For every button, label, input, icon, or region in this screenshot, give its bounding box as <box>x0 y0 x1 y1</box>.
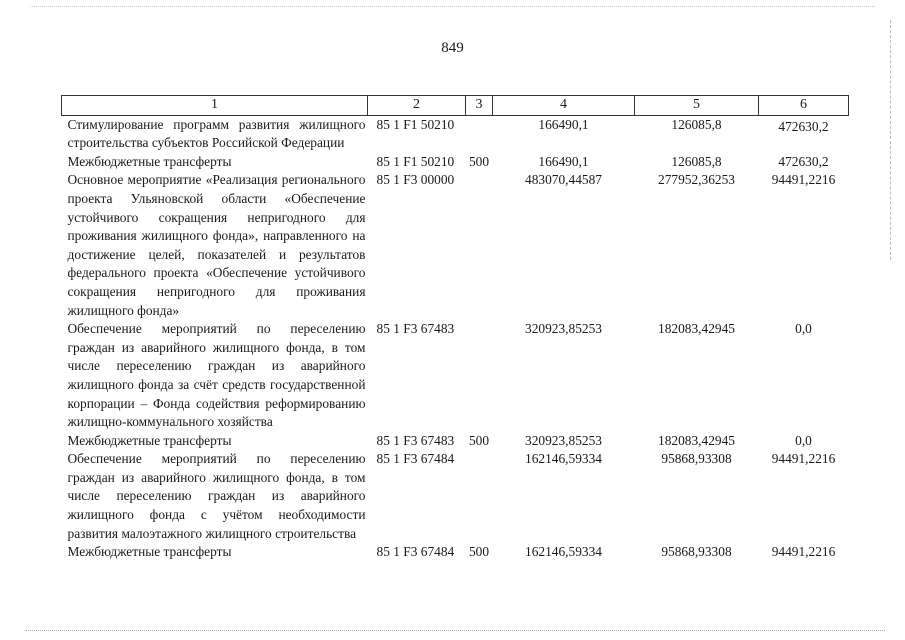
row-code: 85 1 F3 67484 <box>376 544 455 560</box>
row-type <box>466 115 493 153</box>
scan-edge-bottom <box>25 630 885 631</box>
row-type: 500 <box>468 153 490 169</box>
row-code: 85 1 F3 67483 <box>376 432 455 448</box>
row-name: Межбюджетные трансферты <box>67 432 232 448</box>
row-value-1: 162146,59334 <box>525 544 602 560</box>
page-number: 849 <box>441 40 464 56</box>
row-value-2: 182083,42945 <box>658 432 735 448</box>
row-code: 85 1 F3 67484 <box>376 451 455 467</box>
row-value-2: 126085,8 <box>671 116 722 132</box>
table-row <box>62 171 849 320</box>
budget-table <box>61 95 849 562</box>
row-value-3: 472630,2 <box>778 153 829 169</box>
row-type: 500 <box>468 544 490 560</box>
row-value-2: 277952,36253 <box>658 172 735 188</box>
row-value-3: 94491,2216 <box>771 172 836 188</box>
scan-edge-top <box>30 6 875 7</box>
table-row <box>62 543 849 562</box>
row-code: 85 1 F1 50210 <box>376 153 455 169</box>
row-type <box>466 320 493 432</box>
header-col-2: 2 <box>368 96 466 116</box>
row-value-1: 166490,1 <box>538 116 589 132</box>
row-type <box>466 450 493 543</box>
row-value-3: 0,0 <box>795 321 812 337</box>
row-value-3: 0,0 <box>795 432 812 448</box>
row-name: Обеспечение мероприятий по переселению граждан из аварийного жилищного фонда, в том числе переселению граждан из аварийного жилищного фонда за счёт средств государственной корпорации – Фонда содействия реформированию жилищно-коммунального хозяйства <box>67 321 366 430</box>
row-name: Межбюджетные трансферты <box>67 153 232 169</box>
row-value-3: 472630,2 <box>778 118 829 134</box>
row-value-2: 95868,93308 <box>661 451 732 467</box>
table-row <box>62 432 849 451</box>
row-value-3: 94491,2216 <box>771 451 836 467</box>
row-name: Межбюджетные трансферты <box>67 544 232 560</box>
row-code: 85 1 F3 00000 <box>376 172 455 188</box>
header-col-3: 3 <box>466 96 493 116</box>
header-col-5: 5 <box>635 96 759 116</box>
row-name: Стимулирование программ развития жилищного строительства субъектов Российской Федерации <box>67 116 366 151</box>
row-value-1: 162146,59334 <box>525 451 602 467</box>
table-row <box>62 153 849 172</box>
row-value-2: 126085,8 <box>671 153 722 169</box>
row-name: Обеспечение мероприятий по переселению граждан из аварийного жилищного фонда, в том числе переселению граждан из аварийного жилищного фонда с учётом необходимости развития малоэтажного жилищного строительства <box>67 451 366 541</box>
row-value-2: 182083,42945 <box>658 321 735 337</box>
row-value-1: 166490,1 <box>538 153 589 169</box>
row-code: 85 1 F1 50210 <box>376 116 455 132</box>
row-value-1: 320923,85253 <box>525 432 602 448</box>
row-value-3: 94491,2216 <box>771 544 836 560</box>
row-value-1: 483070,44587 <box>525 172 602 188</box>
table-row <box>62 115 849 153</box>
row-type: 500 <box>468 432 490 448</box>
row-code: 85 1 F3 67483 <box>376 321 455 337</box>
table-header-row <box>62 96 849 116</box>
row-type <box>466 171 493 320</box>
table-row <box>62 320 849 432</box>
header-col-6: 6 <box>759 96 849 116</box>
header-col-4: 4 <box>493 96 635 116</box>
row-value-2: 95868,93308 <box>661 544 732 560</box>
header-col-1: 1 <box>62 96 368 116</box>
row-name: Основное мероприятие «Реализация регионального проекта Ульяновской области «Обеспечение устойчивого сокращения непригодного для проживания жилищного фонда», направленного на достижение целей, показателей и результатов федерального проекта «Обеспечение устойчивого сокращения непригодного для проживания жилищного фонда» <box>67 172 366 318</box>
table-row <box>62 450 849 543</box>
row-value-1: 320923,85253 <box>525 321 602 337</box>
